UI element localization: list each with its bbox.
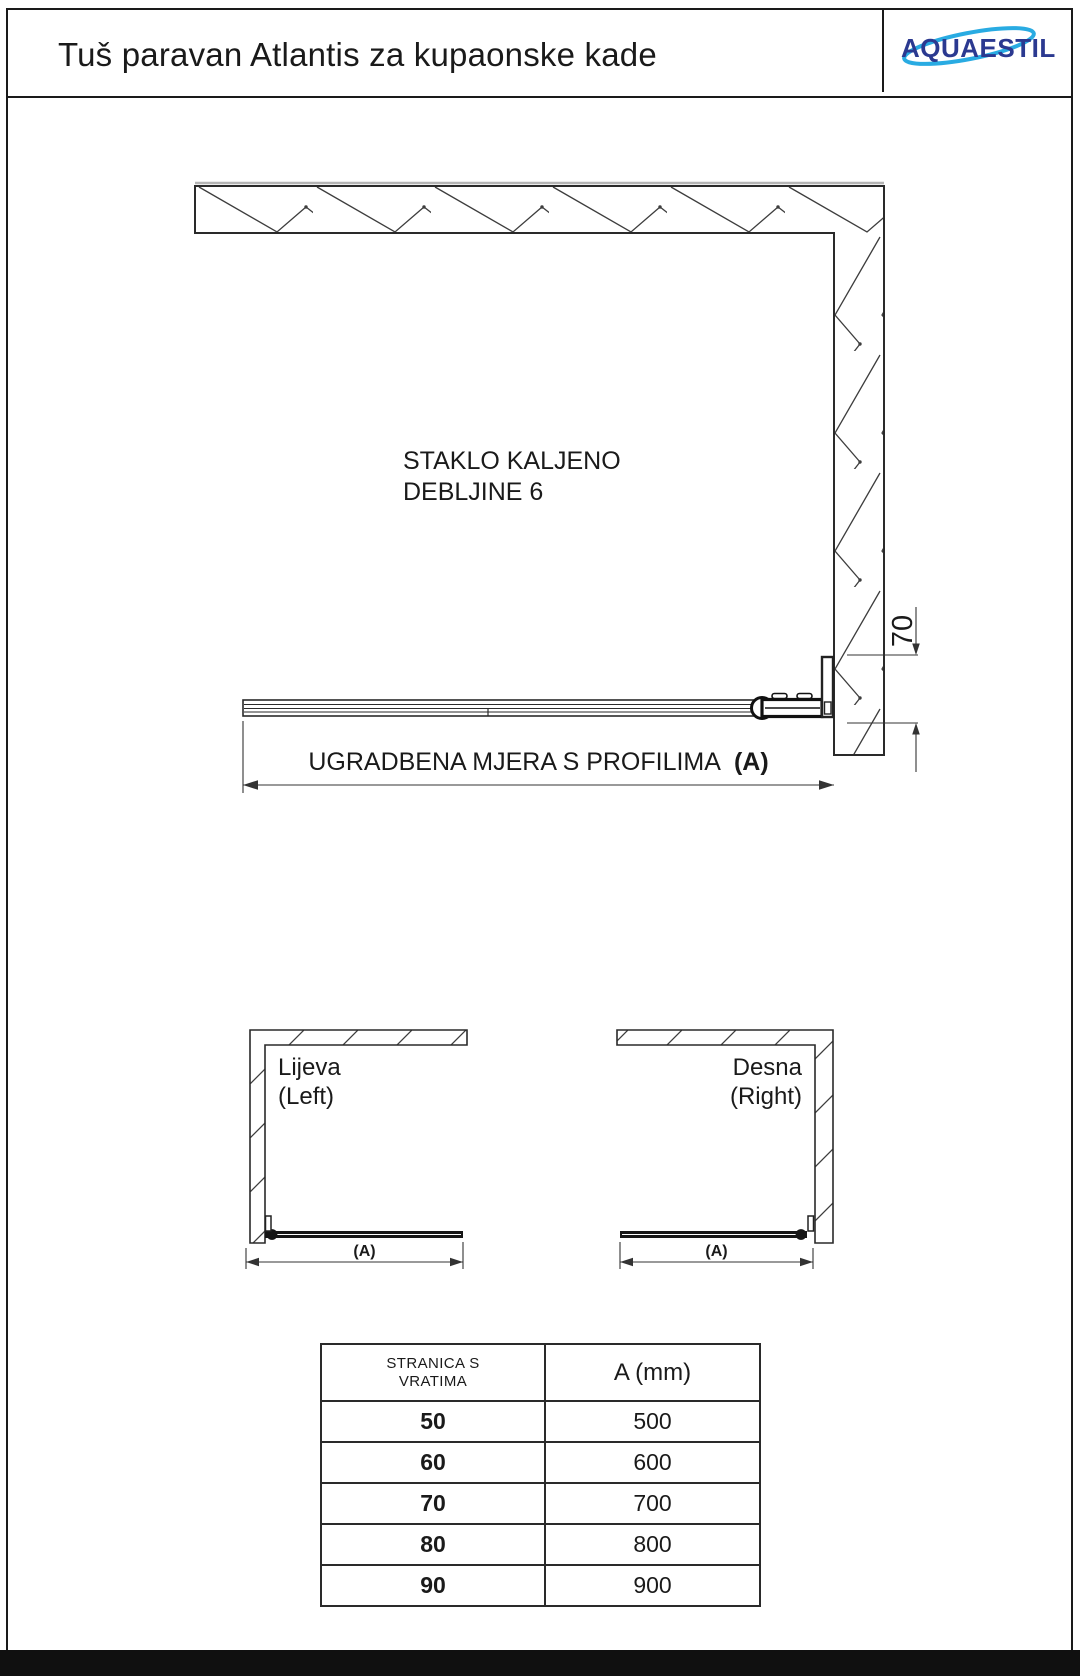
table-row xyxy=(321,1524,760,1565)
a-mm-cell: 700 xyxy=(545,1483,760,1524)
variant-right-name: Desna xyxy=(732,1054,802,1081)
size-table-header-col2: A (mm) xyxy=(545,1344,760,1401)
a-mm-cell: 600 xyxy=(545,1442,760,1483)
size-cell: 90 xyxy=(321,1565,545,1606)
dimension-a-symbol: (A) xyxy=(733,748,769,776)
glass-note-line2: DEBLJINE 6 xyxy=(403,478,544,506)
size-table-header-col1: STRANICA S VRATIMA xyxy=(321,1344,545,1401)
page-bottom-rule xyxy=(0,1650,1080,1676)
variant-left-dim-a: (A) xyxy=(353,1243,376,1260)
variant-right-label xyxy=(672,1053,802,1111)
size-cell: 80 xyxy=(321,1524,545,1565)
size-cell: 50 xyxy=(321,1401,545,1442)
variant-left-name: Lijeva xyxy=(278,1054,341,1081)
variant-left-name-en: (Left) xyxy=(278,1083,335,1110)
variant-left-label xyxy=(278,1053,341,1111)
size-table-header-row xyxy=(321,1344,760,1401)
dimension-a-caption xyxy=(243,748,834,777)
dimension-70-value: 70 xyxy=(887,614,919,648)
size-cell: 70 xyxy=(321,1483,545,1524)
size-table xyxy=(320,1343,761,1607)
glass-panel xyxy=(243,700,822,716)
dimension-a-text: UGRADBENA MJERA S PROFILIMA xyxy=(308,748,721,776)
glass-note-line1: STAKLO KALJENO xyxy=(403,447,621,475)
table-row xyxy=(321,1565,760,1606)
variant-right-name-en: (Right) xyxy=(729,1083,802,1110)
variant-right-dim-a: (A) xyxy=(705,1243,728,1260)
glass-note xyxy=(403,446,621,508)
table-row xyxy=(321,1442,760,1483)
hinge-and-wall-profile xyxy=(752,657,834,719)
a-mm-cell: 800 xyxy=(545,1524,760,1565)
size-cell: 60 xyxy=(321,1442,545,1483)
page-title: Tuš paravan Atlantis za kupaonske kade xyxy=(58,36,657,73)
table-row xyxy=(321,1401,760,1442)
a-mm-cell: 500 xyxy=(545,1401,760,1442)
table-row xyxy=(321,1483,760,1524)
logo-wordmark: AQUAESTIL xyxy=(901,33,1056,63)
a-mm-cell: 900 xyxy=(545,1565,760,1606)
